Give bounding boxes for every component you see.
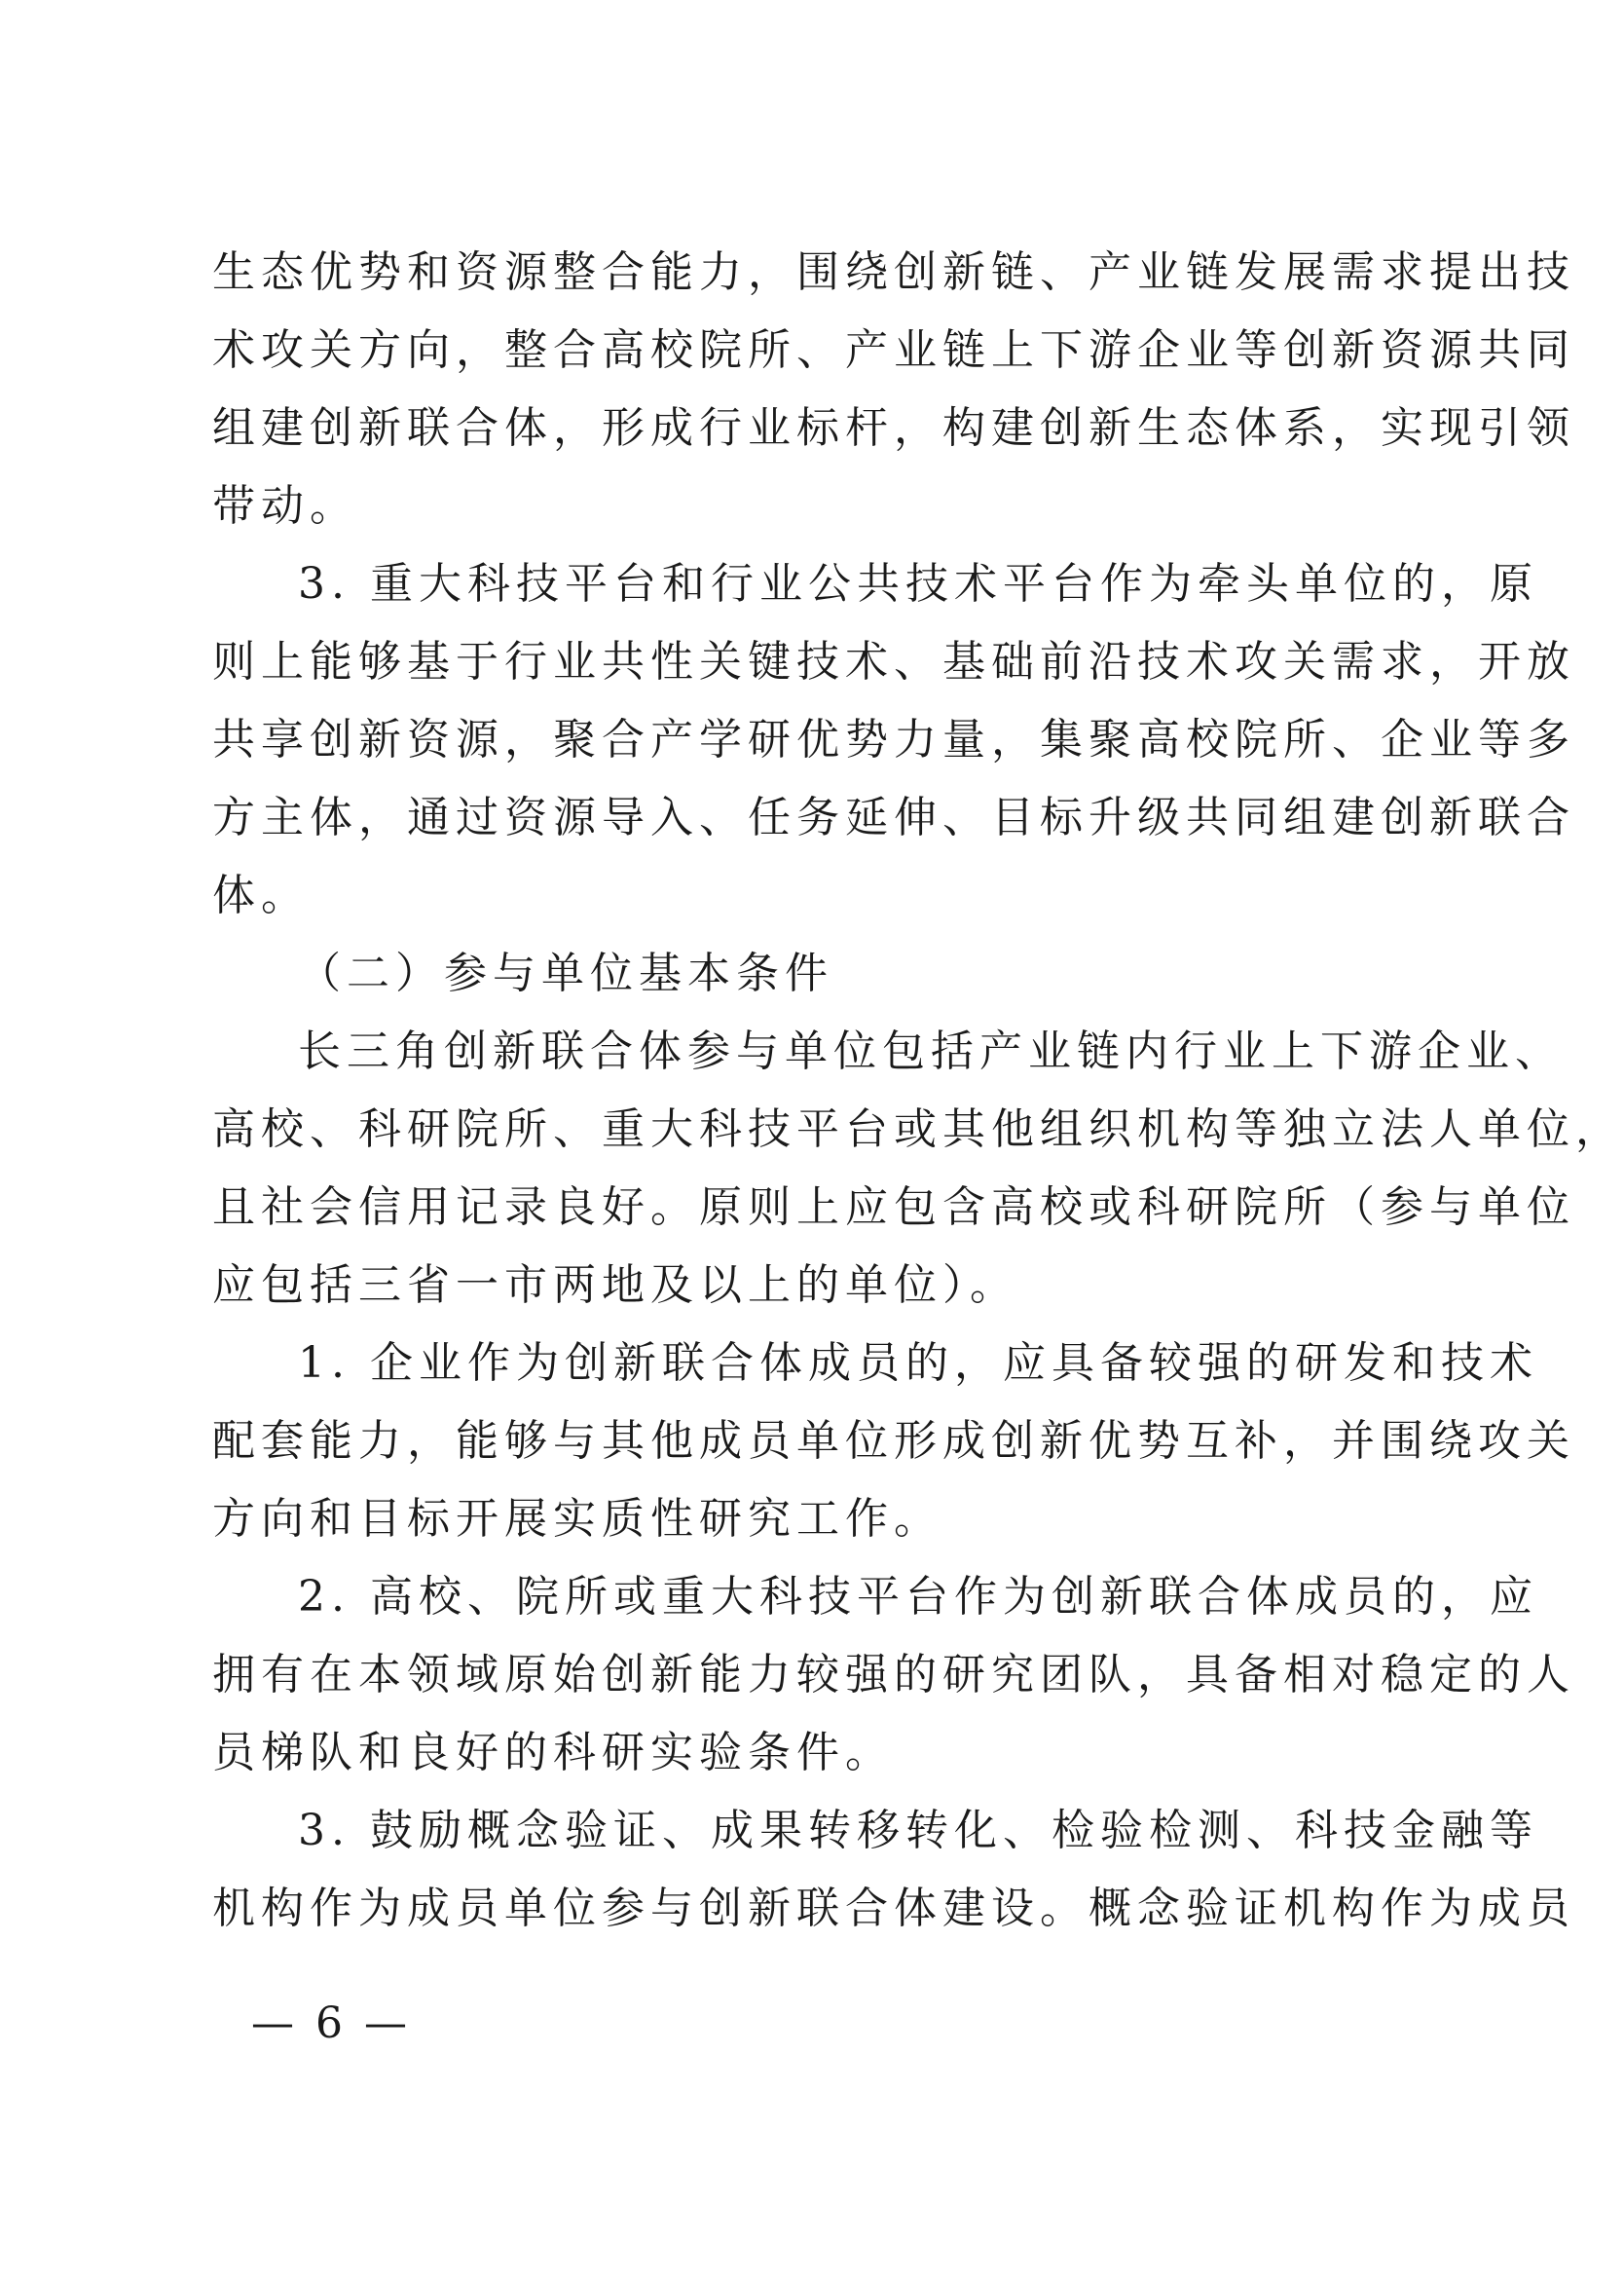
text-line: 组建创新联合体，形成行业标杆，构建创新生态体系，实现引领: [212, 403, 1575, 453]
text-line: 应包括三省一市两地及以上的单位）。: [212, 1260, 1018, 1310]
text-line: 长三角创新联合体参与单位包括产业链内行业上下游企业、: [298, 1027, 1564, 1076]
paragraph-block: [212, 234, 1624, 1948]
text-line: 生态优势和资源整合能力，围绕创新链、产业链发展需求提出技: [212, 247, 1575, 297]
text-line: 高校、科研院所、重大科技平台或其他组织机构等独立法人单位，: [212, 1104, 1624, 1154]
text-line: 员梯队和良好的科研实验条件。: [212, 1728, 894, 1777]
text-line: 带动。: [212, 481, 358, 531]
text-line: 方主体，通过资源导入、任务延伸、目标升级共同组建创新联合: [212, 793, 1575, 842]
text-line: 共享创新资源，聚合产学研优势力量，集聚高校院所、企业等多: [212, 715, 1575, 765]
text-line: 1. 企业作为创新联合体成员的，应具备较强的研发和技术: [298, 1338, 1538, 1388]
text-line: 术攻关方向，整合高校院所、产业链上下游企业等创新资源共同: [212, 325, 1575, 375]
text-line: 体。: [212, 871, 310, 920]
body-text: [212, 234, 1624, 1948]
text-line: 机构作为成员单位参与创新联合体建设。概念验证机构作为成员: [212, 1884, 1575, 1933]
text-line: 且社会信用记录良好。原则上应包含高校或科研院所（参与单位: [212, 1182, 1575, 1232]
text-line: 3. 鼓励概念验证、成果转移转化、检验检测、科技金融等: [298, 1806, 1538, 1855]
page-number: — 6 —: [251, 1998, 411, 2048]
text-line: 拥有在本领域原始创新能力较强的研究团队，具备相对稳定的人: [212, 1650, 1575, 1699]
text-line: 2. 高校、院所或重大科技平台作为创新联合体成员的，应: [298, 1572, 1538, 1622]
text-line: 方向和目标开展实质性研究工作。: [212, 1494, 942, 1544]
section-heading: （二）参与单位基本条件: [298, 949, 833, 998]
text-line: 则上能够基于行业共性关键技术、基础前沿技术攻关需求，开放: [212, 637, 1575, 687]
text-line: 配套能力，能够与其他成员单位形成创新优势互补，并围绕攻关: [212, 1416, 1575, 1466]
text-line: 3. 重大科技平台和行业公共技术平台作为牵头单位的，原: [298, 559, 1538, 609]
